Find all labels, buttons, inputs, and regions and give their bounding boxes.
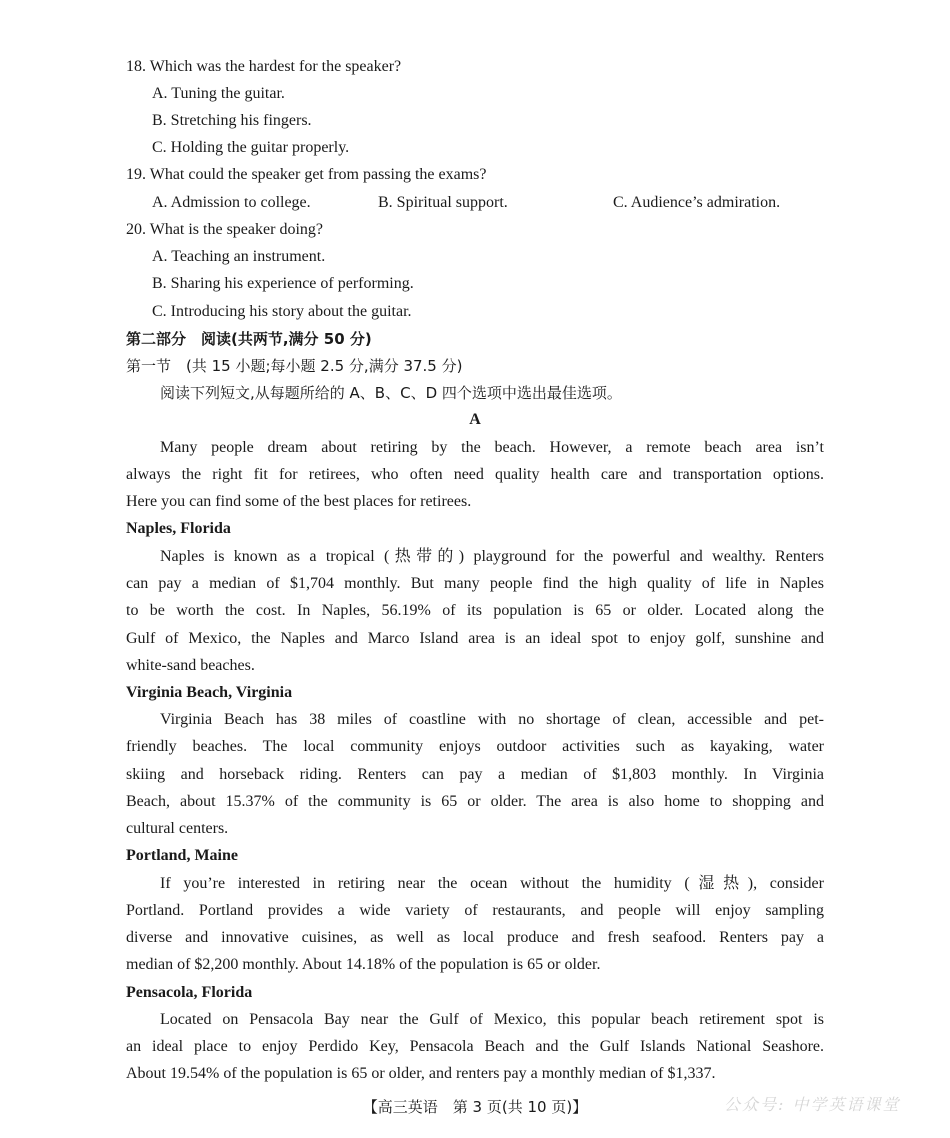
question-18-option-c: C. Holding the guitar properly. <box>152 139 350 156</box>
question-18-stem: 18. Which was the hardest for the speaker? <box>126 58 402 75</box>
naples-line-3: to be worth the cost. In Naples, 56.19% of its population is 65 or older. Located along the <box>126 602 824 619</box>
virginia-line-5: cultural centers. <box>126 820 229 837</box>
naples-line-4: Gulf of Mexico, the Naples and Marco Island area is an ideal spot to enjoy golf, sunshine and <box>126 630 824 647</box>
question-20-option-b: B. Sharing his experience of performing. <box>152 275 414 292</box>
naples-line-2: can pay a median of $1,704 monthly. But many people find the high quality of life in Naples <box>126 575 824 592</box>
intro-line-1: Many people dream about retiring by the beach. However, a remote beach area isn’t <box>160 439 824 456</box>
intro-line-2: always the right fit for retirees, who often need quality health care and transportation options. <box>126 466 824 483</box>
portland-line-3: diverse and innovative cuisines, as well as local produce and fresh seafood. Renters pay a <box>126 929 824 946</box>
naples-heading: Naples, Florida <box>126 520 231 537</box>
virginia-line-2: friendly beaches. The local community enjoys outdoor activities such as kayaking, water <box>126 738 824 755</box>
pensacola-line-2: an ideal place to enjoy Perdido Key, Pensacola Beach and the Gulf Islands National Seashore. <box>126 1038 824 1055</box>
reading-instruction: 阅读下列短文,从每题所给的 A、B、C、D 四个选项中选出最佳选项。 <box>160 384 622 402</box>
portland-line-1: If you’re interested in retiring near the ocean without the humidity (湿热), consider <box>160 875 824 892</box>
passage-label: A <box>469 411 481 428</box>
section-one-title: 第一节 (共 15 小题;每小题 2.5 分,满分 37.5 分) <box>126 357 463 375</box>
naples-line-5: white-sand beaches. <box>126 657 255 674</box>
question-20-option-c: C. Introducing his story about the guitar. <box>152 303 412 320</box>
naples-line-1: Naples is known as a tropical (热带的) playground for the powerful and wealthy. Renters <box>160 548 824 565</box>
question-18-option-b: B. Stretching his fingers. <box>152 112 312 129</box>
intro-line-3: Here you can find some of the best places for retirees. <box>126 493 472 510</box>
question-19-stem: 19. What could the speaker get from passing the exams? <box>126 166 487 183</box>
portland-heading: Portland, Maine <box>126 847 238 864</box>
question-19-option-b: B. Spiritual support. <box>378 194 508 211</box>
portland-line-2: Portland. Portland provides a wide variety of restaurants, and people will enjoy sampling <box>126 902 824 919</box>
part-two-title: 第二部分 阅读(共两节,满分 50 分) <box>126 330 372 348</box>
question-20-option-a: A. Teaching an instrument. <box>152 248 326 265</box>
question-19-option-c: C. Audience’s admiration. <box>613 194 781 211</box>
pensacola-heading: Pensacola, Florida <box>126 984 253 1001</box>
virginia-heading: Virginia Beach, Virginia <box>126 684 293 701</box>
portland-line-4: median of $2,200 monthly. About 14.18% of the population is 65 or older. <box>126 956 601 973</box>
question-18-option-a: A. Tuning the guitar. <box>152 85 285 102</box>
virginia-line-1: Virginia Beach has 38 miles of coastline with no shortage of clean, accessible and pet- <box>160 711 824 728</box>
virginia-line-4: Beach, about 15.37% of the community is 65 or older. The area is also home to shopping and <box>126 793 824 810</box>
pensacola-line-1: Located on Pensacola Bay near the Gulf of Mexico, this popular beach retirement spot is <box>160 1011 824 1028</box>
watermark: 公众号: 中学英语课堂 <box>724 1095 901 1114</box>
question-20-stem: 20. What is the speaker doing? <box>126 221 323 238</box>
question-19-option-a: A. Admission to college. <box>152 194 311 211</box>
page-footer: 【高三英语 第 3 页(共 10 页)】 <box>362 1098 588 1116</box>
pensacola-line-3: About 19.54% of the population is 65 or older, and renters pay a monthly median of $1,337. <box>126 1065 716 1082</box>
virginia-line-3: skiing and horseback riding. Renters can pay a median of $1,803 monthly. In Virginia <box>126 766 824 783</box>
